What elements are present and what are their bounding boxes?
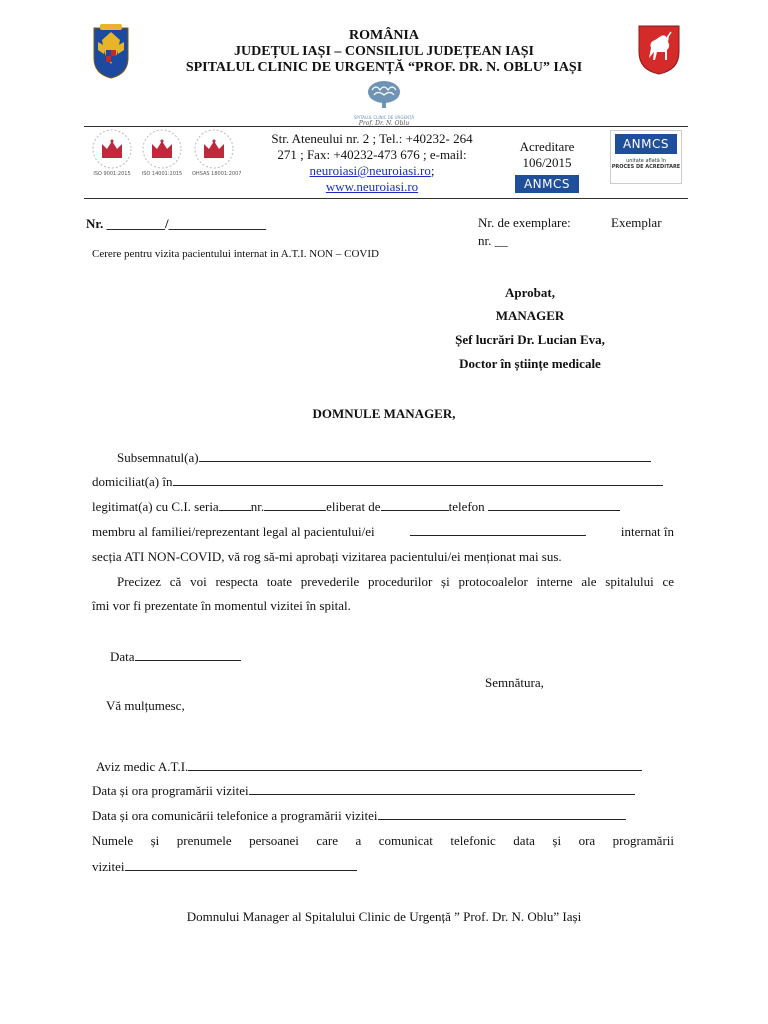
accreditation-number: 106/2015 [522, 155, 572, 170]
domiciliat-label: domiciliat(a) în [92, 474, 173, 489]
numele-line-2 [92, 859, 357, 875]
nr-label: Nr. [86, 216, 104, 231]
nr-fill[interactable]: _________/_______________ [106, 216, 267, 231]
telefon-field[interactable] [488, 499, 620, 511]
aviz-field[interactable] [188, 759, 642, 771]
membru-line [92, 524, 674, 540]
crown-cert-icon [90, 128, 134, 170]
crown-cert-icon [140, 128, 184, 170]
membru-label: membru al familiei/reprezentant legal al pacientului/ei [92, 524, 375, 539]
data-ora-field[interactable] [249, 783, 635, 795]
ci-series-field[interactable] [219, 499, 251, 511]
website-link[interactable]: www.neuroiasi.ro [325, 179, 419, 194]
contact-block [250, 131, 494, 195]
accreditation-block [506, 139, 588, 193]
data-field[interactable] [135, 649, 241, 661]
subsemnatul-label: Subsemnatul(a) [117, 450, 199, 465]
precizez-line-2: îmi vor fi prezentate în momentul vizitei în spital. [92, 598, 351, 613]
aviz-line [96, 759, 642, 775]
anmcs-caption-1: unitate aflată în [626, 158, 666, 164]
cert-label-iso14001: ISO 14001:2015 [141, 171, 183, 177]
approval-approved: Aprobat, [505, 285, 555, 300]
semnatura-label: Semnătura, [485, 675, 544, 690]
salutation: DOMNULE MANAGER, [312, 406, 456, 421]
copy-label: Exemplar [611, 215, 662, 230]
legitimat-line [92, 499, 620, 515]
header-hospital: SPITALUL CLINIC DE URGENȚĂ “PROF. DR. N. OBLU” IAȘI [185, 60, 583, 75]
ci-nr-label: nr. [250, 499, 265, 514]
subsemnatul-line [117, 450, 651, 466]
patient-name-field[interactable] [410, 524, 586, 536]
anmcs-badge-large: ANMCS [615, 134, 677, 154]
approval-degree: Doctor în științe medicale [459, 356, 601, 371]
anmcs-caption-2: PROCES DE ACREDITARE [611, 164, 681, 170]
legitimat-label: legitimat(a) cu C.I. seria [92, 499, 219, 514]
eliberat-label: eliberat de [326, 499, 381, 514]
cert-badge-iso14001 [140, 128, 184, 177]
domiciliat-line [92, 474, 663, 490]
approval-title: MANAGER [495, 308, 565, 323]
reference-number [86, 216, 266, 232]
copies-label: Nr. de exemplare: [478, 215, 571, 230]
data-comunicarii-label: Data și ora comunicării telefonice a programării vizitei [92, 808, 378, 823]
numele-line-1: Numele și prenumele persoanei care a comunicat telefonic data și ora programării [92, 833, 674, 848]
sectia-line: secția ATI NON-COVID, vă rog să-mi aprobați vizitarea pacientului/ei menționat mai sus. [92, 549, 562, 564]
precizez-line-1: Precizez că voi respecta toate prevederile procedurilor și protocoalelor interne ale spitalului ce [117, 574, 674, 589]
ci-number-field[interactable] [264, 499, 326, 511]
multumesc-label: Vă mulțumesc, [106, 698, 185, 713]
accreditation-label: Acreditare [519, 139, 575, 154]
data-comunicarii-line [92, 808, 626, 824]
subsemnatul-field[interactable] [199, 450, 651, 462]
footer-addressee: Domnului Manager al Spitalului Clinic de Urgență ” Prof. Dr. N. Oblu” Iași [186, 909, 582, 924]
cert-label-iso9001: ISO 9001:2015 [93, 171, 131, 177]
data-ora-line [92, 783, 635, 799]
anmcs-accreditation-seal [610, 130, 682, 184]
internat-label: internat în [620, 524, 674, 539]
cert-badge-ohsas [192, 128, 242, 177]
cert-label-ohsas: OHSAS 18001:2007 [192, 171, 242, 177]
header-rule-bottom [84, 198, 688, 199]
brain-logo-icon [340, 80, 428, 110]
aviz-label: Aviz medic A.T.I. [96, 759, 189, 774]
request-subject: Cerere pentru vizita pacientului internat in A.T.I. NON – COVID [92, 248, 379, 260]
cert-badge-iso9001 [90, 128, 134, 177]
hospital-logo [340, 80, 428, 127]
data-line [110, 649, 241, 665]
data-comunicarii-field[interactable] [378, 808, 626, 820]
copy-number: nr. __ [478, 233, 508, 248]
email-link[interactable]: neuroiasi@neuroiasi.ro [309, 163, 431, 178]
telefon-label: telefon [448, 499, 485, 514]
anmcs-badge-small: ANMCS [515, 175, 579, 193]
header-rule-top [84, 126, 688, 127]
data-ora-label: Data și ora programării vizitei [92, 783, 249, 798]
email-suffix: ; [430, 163, 435, 178]
numele-field[interactable] [125, 859, 357, 871]
logo-caption-1: SPITALUL CLINIC DE URGENȚĂ [353, 115, 415, 120]
header-county: JUDEȚUL IAȘI – CONSILIUL JUDEȚEAN IAȘI [234, 44, 534, 59]
contact-line-1: Str. Ateneului nr. 2 ; Tel.: +40232- 264 [271, 131, 473, 146]
crown-cert-icon [192, 128, 236, 170]
header-country: ROMÂNIA [349, 28, 419, 43]
logo-caption-2: Prof. Dr. N. Oblu [358, 120, 410, 127]
eliberat-field[interactable] [381, 499, 449, 511]
approval-name: Șef lucrări Dr. Lucian Eva, [455, 332, 605, 347]
domiciliat-field[interactable] [173, 474, 663, 486]
numele-label: vizitei [92, 859, 125, 874]
contact-line-2: 271 ; Fax: +40232-473 676 ; e-mail: [277, 147, 467, 162]
data-label: Data [110, 649, 135, 664]
